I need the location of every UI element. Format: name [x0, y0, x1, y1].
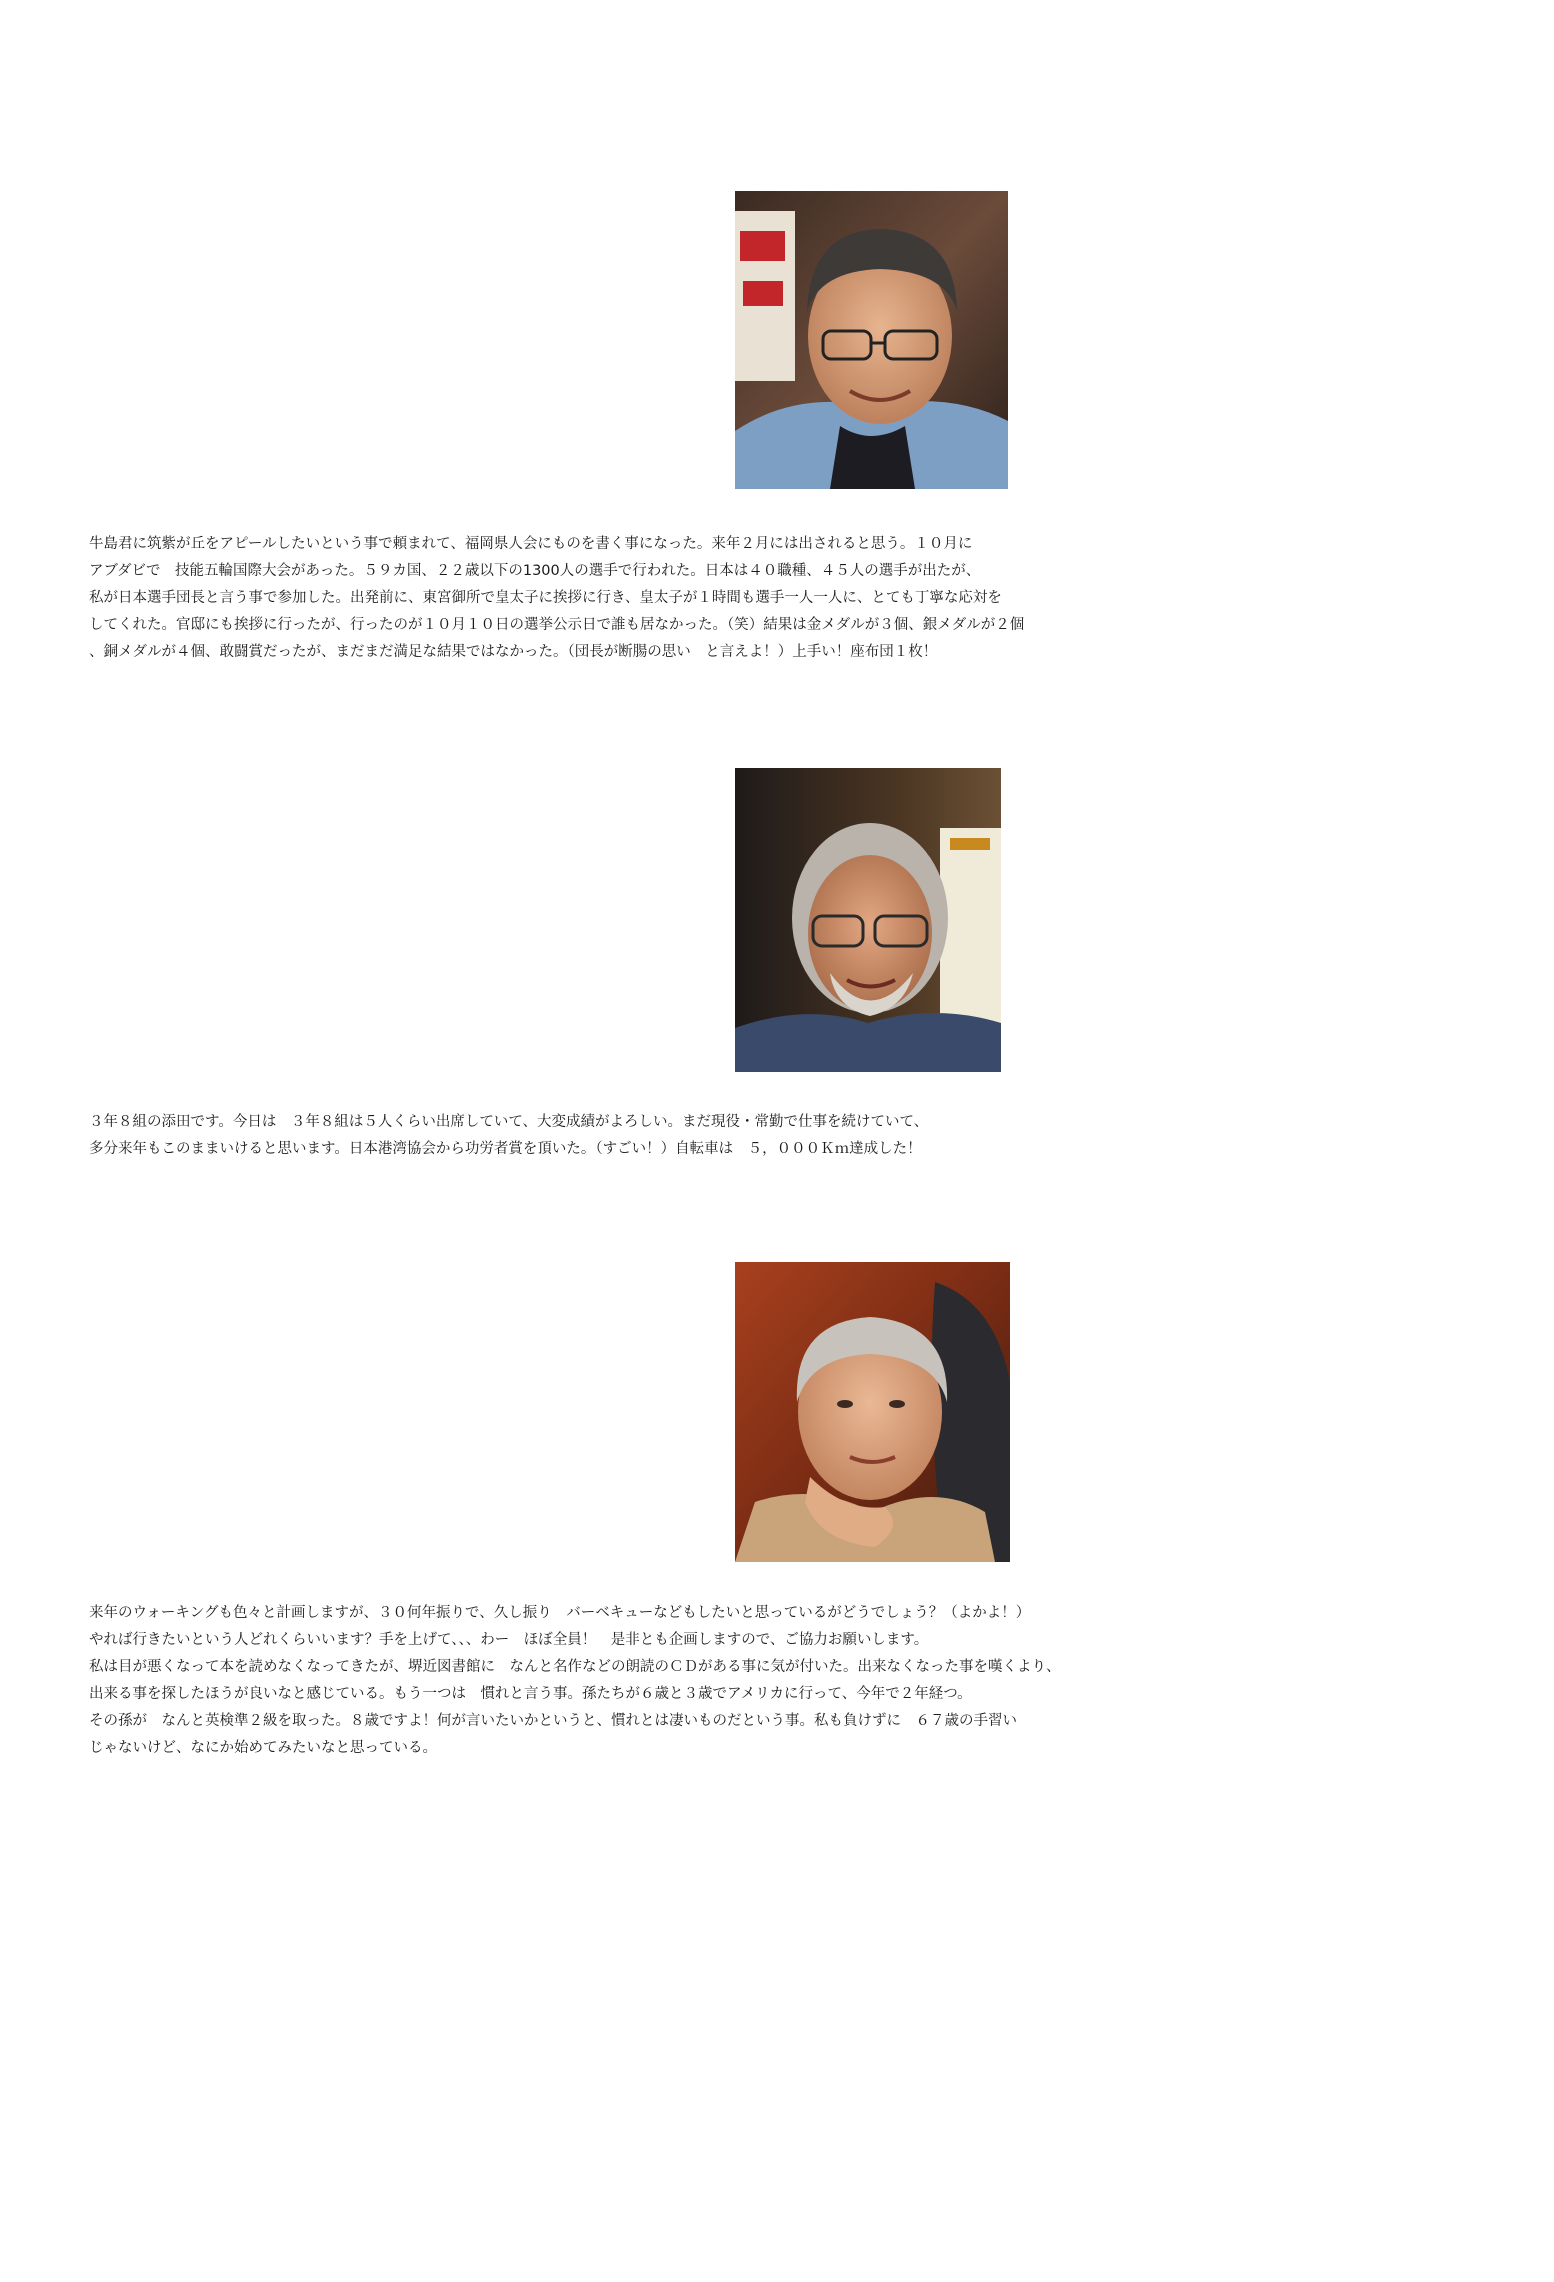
portrait-photo-2 — [735, 768, 1001, 1072]
text-line: 私は目が悪くなって本を読めなくなってきたが、堺近図書館に なんと名作などの朗読のＣＤがある事に気が付いた。出来なくなった事を嘆くより、 — [89, 1659, 1061, 1675]
text-line: じゃないけど、なにか始めてみたいなと思っている。 — [89, 1740, 437, 1756]
text-line: やれば行きたいという人どれくらいいます？手を上げて、、、わー ほぼ全員！ 是非とも企画しますので、ご協力お願いします。 — [89, 1632, 929, 1648]
text-line: 私が日本選手団長と言う事で参加した。出発前に、東宮御所で皇太子に挨拶に行き、皇太子が１時間も選手一人一人に、とても丁寧な応対を — [89, 590, 1002, 606]
portrait-photo-3 — [735, 1262, 1010, 1562]
speech-paragraph-2 — [89, 1109, 1319, 1163]
text-line: アブダビで 技能五輪国際大会があった。５９カ国、２２歳以下の1300人の選手で行われた。日本は４０職種、４５人の選手が出たが、 — [89, 563, 981, 579]
text-line: ３年８組の添田です。今日は ３年８組は５人くらい出席していて、大変成績がよろしい。まだ現役・常勤で仕事を続けていて、 — [89, 1114, 929, 1130]
text-line: 来年のウォーキングも色々と計画しますが、３０何年振りで、久し振り バーベキューなどもしたいと思っているがどうでしょう？（よかよ！） — [89, 1605, 1031, 1621]
portrait-photo-1 — [735, 191, 1008, 489]
text-line: 多分来年もこのままいけると思います。日本港湾協会から功労者賞を頂いた。（すごい！）自転車は ５，０００Ｋｍ達成した！ — [89, 1141, 922, 1157]
text-line: その孫が なんと英検準２級を取った。８歳ですよ！何が言いたいかというと、慣れとは凄いものだという事。私も負けずに ６７歳の手習い — [89, 1713, 1017, 1729]
text-line: 、銅メダルが４個、敢闘賞だったが、まだまだ満足な結果ではなかった。（団長が断腸の思い と言えよ！）上手い！座布団１枚！ — [89, 644, 938, 660]
speech-paragraph-3 — [89, 1600, 1319, 1762]
speech-paragraph-1 — [89, 531, 1319, 666]
text-line: してくれた。官邸にも挨拶に行ったが、行ったのが１０月１０日の選挙公示日で誰も居なかった。（笑）結果は金メダルが３個、銀メダルが２個 — [89, 617, 1025, 633]
text-line: 牛島君に筑紫が丘をアピールしたいという事で頼まれて、福岡県人会にものを書く事になった。来年２月には出されると思う。１０月に — [89, 536, 973, 552]
text-line: 出来る事を探したほうが良いなと感じている。もう一つは 慣れと言う事。孫たちが６歳と３歳でアメリカに行って、今年で２年経つ。 — [89, 1686, 972, 1702]
